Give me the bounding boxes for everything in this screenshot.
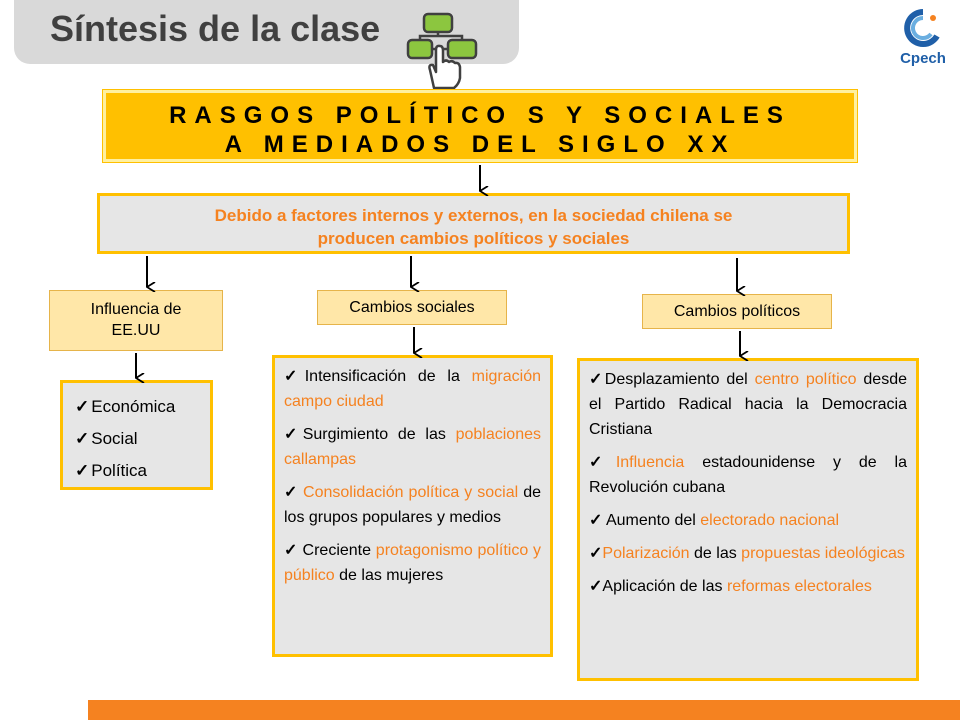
list-item bbox=[589, 450, 907, 500]
list-item-text: Social bbox=[91, 429, 138, 448]
check-icon: ✓ bbox=[589, 454, 616, 471]
list-item bbox=[75, 391, 210, 423]
item-highlight: migración campo ciudad bbox=[284, 368, 541, 410]
category-usa-influence bbox=[49, 290, 223, 351]
item-text: Desplazamiento del bbox=[604, 371, 748, 388]
item-highlight: reformas electorales bbox=[726, 578, 872, 595]
list-item bbox=[589, 541, 907, 566]
category-social-changes: Cambios sociales bbox=[317, 290, 507, 325]
item-highlight: Polarización bbox=[602, 545, 690, 562]
check-icon: ✓ bbox=[75, 397, 90, 416]
list-item bbox=[284, 480, 541, 530]
cpech-logo bbox=[893, 6, 953, 66]
item-highlight: centro político bbox=[754, 371, 857, 388]
logo-text: Cpech bbox=[900, 50, 946, 66]
check-icon: ✓ bbox=[589, 545, 603, 562]
check-icon: ✓ bbox=[589, 578, 603, 595]
item-text: Intensificación de la bbox=[304, 368, 460, 385]
check-icon: ✓ bbox=[589, 371, 605, 388]
item-highlight: poblaciones callampas bbox=[284, 426, 541, 468]
social-changes-box bbox=[272, 355, 553, 657]
list-item bbox=[75, 455, 210, 487]
check-icon: ✓ bbox=[284, 426, 303, 443]
item-highlight: propuestas ideológicas bbox=[741, 545, 905, 562]
bottom-accent-bar bbox=[88, 700, 960, 720]
item-text: de los grupos populares y medios bbox=[284, 484, 542, 526]
list-item bbox=[284, 538, 541, 588]
check-icon: ✓ bbox=[75, 429, 90, 448]
category-political-changes: Cambios políticos bbox=[642, 294, 832, 329]
list-item bbox=[589, 367, 907, 442]
category-usa-line-2: EE.UU bbox=[111, 322, 161, 339]
check-icon: ✓ bbox=[589, 512, 603, 529]
item-text: Creciente bbox=[302, 542, 372, 559]
list-item bbox=[75, 423, 210, 455]
item-highlight: Influencia bbox=[615, 454, 685, 471]
list-item bbox=[284, 422, 541, 472]
intro-line-1: Debido a factores internos y externos, en la sociedad chilena se bbox=[214, 206, 733, 225]
category-usa-line-1: Influencia de bbox=[90, 301, 182, 318]
item-text: Aumento del bbox=[605, 512, 696, 529]
check-icon: ✓ bbox=[75, 461, 90, 480]
list-item-text: Económica bbox=[91, 397, 176, 416]
check-icon: ✓ bbox=[284, 542, 298, 559]
list-item bbox=[589, 574, 907, 599]
item-text: desde el Partido Radical hacia la Democracia Cristiana bbox=[589, 371, 907, 438]
list-item bbox=[589, 508, 907, 533]
item-text: Surgimiento de las bbox=[302, 426, 446, 443]
item-text: de las bbox=[694, 545, 737, 562]
item-highlight: Consolidación política y social bbox=[303, 484, 519, 501]
check-icon: ✓ bbox=[284, 368, 305, 385]
usa-influence-box bbox=[60, 380, 213, 490]
item-highlight: electorado nacional bbox=[700, 512, 840, 529]
item-text: Aplicación de las bbox=[602, 578, 723, 595]
banner-line-2: A MEDIADOS DEL SIGLO XX bbox=[224, 131, 736, 158]
check-icon: ✓ bbox=[284, 484, 298, 501]
hand-pointer-diagram-icon bbox=[404, 10, 482, 90]
item-text: estadounidense y de la Revolución cubana bbox=[589, 454, 907, 496]
intro-line-2: producen cambios políticos y sociales bbox=[317, 229, 630, 248]
intro-box bbox=[97, 193, 850, 254]
political-changes-box bbox=[577, 358, 919, 681]
list-item-text: Política bbox=[91, 461, 147, 480]
item-highlight: protagonismo político y público bbox=[284, 542, 541, 584]
item-text: de las mujeres bbox=[339, 567, 444, 584]
main-banner bbox=[103, 90, 857, 162]
banner-line-1: RASGOS POLÍTICO S Y SOCIALES bbox=[169, 102, 791, 129]
page-title: Síntesis de la clase bbox=[50, 8, 381, 49]
list-item bbox=[284, 364, 541, 414]
